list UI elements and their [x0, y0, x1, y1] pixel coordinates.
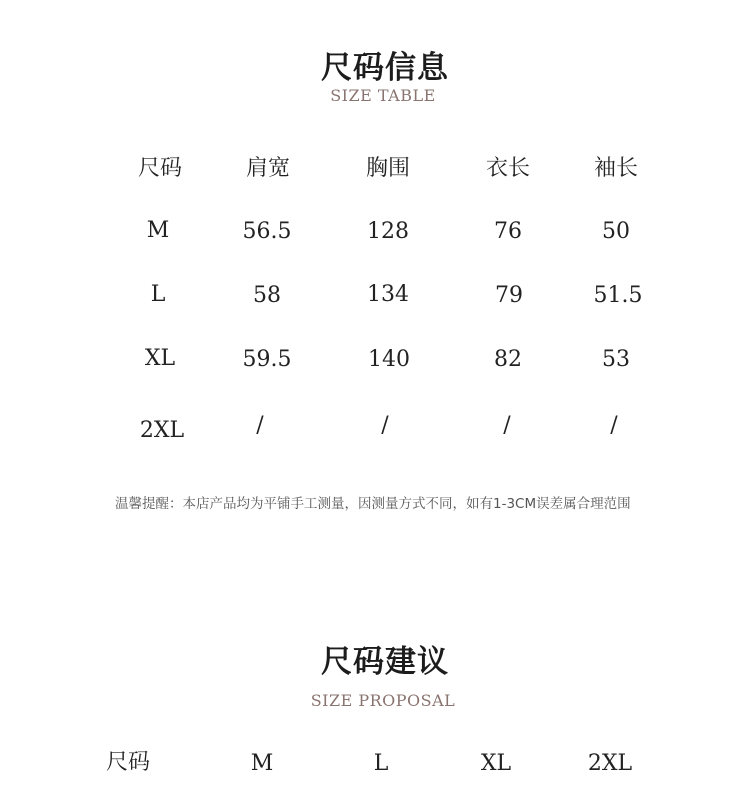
- row-xl-chest: 140: [368, 347, 410, 372]
- header-chest: 胸围: [365, 156, 410, 181]
- size-proposal-title: 尺码建议: [321, 644, 449, 680]
- row-2xl-size: 2XL: [139, 418, 185, 443]
- row-m-size: M: [146, 218, 170, 243]
- row-m-chest: 128: [367, 219, 409, 244]
- row-m-length: 76: [494, 219, 522, 244]
- row-xl-shoulder: 59.5: [242, 347, 292, 372]
- row-m-shoulder: 56.5: [242, 219, 292, 244]
- proposal-header-size: 尺码: [105, 750, 150, 775]
- row-2xl-sleeve: /: [610, 413, 618, 438]
- header-size: 尺码: [137, 156, 182, 181]
- measurement-note: 温馨提醒：本店产品均为平铺手工测量，因测量方式不同，如有1-3CM误差属合理范围: [115, 496, 631, 512]
- proposal-header-xl: XL: [480, 751, 512, 776]
- row-2xl-shoulder: /: [256, 413, 264, 438]
- proposal-header-m: M: [250, 751, 274, 776]
- size-table-subtitle: SIZE TABLE: [330, 86, 436, 105]
- header-length: 衣长: [485, 156, 530, 181]
- row-l-size: L: [150, 282, 166, 307]
- row-xl-length: 82: [494, 347, 522, 372]
- row-l-shoulder: 58: [253, 283, 281, 308]
- row-xl-sleeve: 53: [602, 347, 630, 372]
- proposal-header-2xl: 2XL: [587, 751, 633, 776]
- row-m-sleeve: 50: [602, 219, 630, 244]
- header-shoulder: 肩宽: [245, 156, 290, 181]
- row-xl-size: XL: [144, 346, 176, 371]
- size-table-title: 尺码信息: [321, 50, 449, 86]
- row-l-chest: 134: [367, 282, 409, 307]
- row-2xl-chest: /: [381, 413, 389, 438]
- row-2xl-length: /: [503, 413, 511, 438]
- size-proposal-subtitle: SIZE PROPOSAL: [310, 691, 456, 710]
- proposal-header-l: L: [373, 751, 389, 776]
- row-l-length: 79: [495, 283, 523, 308]
- row-l-sleeve: 51.5: [593, 283, 643, 308]
- header-sleeve: 袖长: [593, 156, 638, 181]
